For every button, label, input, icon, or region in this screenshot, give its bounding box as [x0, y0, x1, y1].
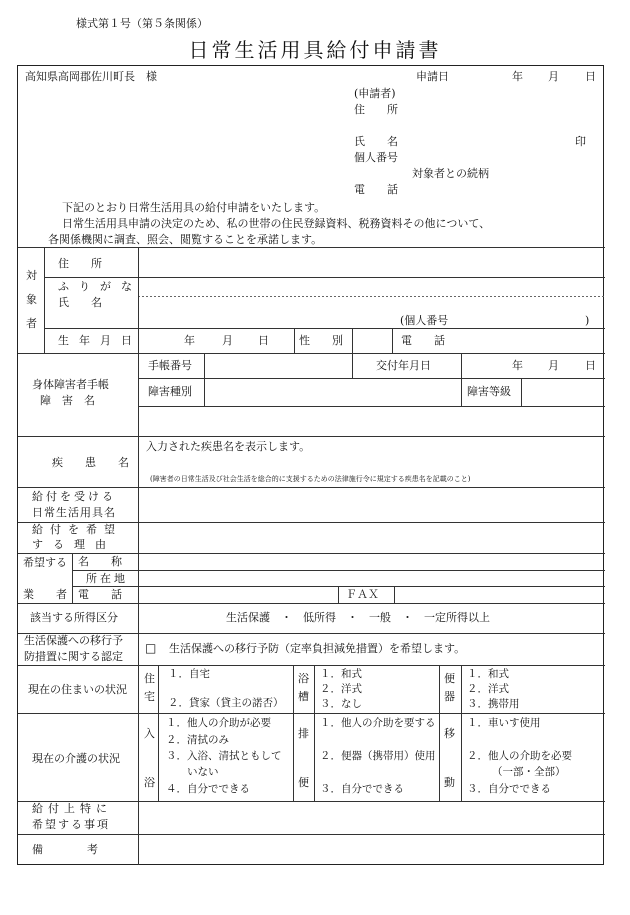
toilet-option-2[interactable]: ２．洋式 — [467, 683, 509, 695]
form-title: 日常生活用具給付申請書 — [188, 38, 442, 62]
disability-grade-label: 障害等級 — [467, 385, 511, 398]
disability-type-label: 障害種別 — [148, 385, 192, 398]
issue-date-day[interactable]: 日 — [585, 359, 596, 372]
toilet-option-3[interactable]: ３．携帯用 — [467, 698, 520, 710]
excretion-option-2[interactable]: ２．便器（携帯用）使用 — [320, 750, 436, 762]
subject-furigana-label: ふりがな — [58, 280, 142, 293]
subject-phone-label: 電 話 — [401, 334, 445, 347]
applicant-label: (申請者) — [354, 87, 396, 100]
excretion-option-1[interactable]: １．他人の介助を要する — [320, 717, 436, 729]
income-options[interactable]: 生活保護 ・ 低所得 ・ 一般 ・ 一定所得以上 — [226, 611, 490, 624]
statement-line-1: 下記のとおり日常生活用具の給付申請をいたします。 — [62, 201, 326, 214]
form-number: 様式第１号（第５条関係） — [76, 17, 208, 30]
toilet-label-1: 便 — [444, 672, 455, 685]
application-date-label: 申請日 — [416, 70, 449, 83]
statement-line-3: 各関係機関に調査、照会、閲覧することを承諾します。 — [48, 233, 323, 246]
application-form — [17, 65, 604, 865]
issue-date-year[interactable]: 年 — [512, 359, 523, 372]
bathing-label-1: 入 — [144, 727, 155, 740]
bathing-option-3-cont: いない — [166, 766, 219, 778]
care-label: 現在の介護の状況 — [32, 752, 120, 765]
housing-label-2: 宅 — [144, 690, 155, 703]
disability-name-label: 障 害 名 — [40, 394, 95, 407]
bath-option-1[interactable]: １．和式 — [320, 668, 362, 680]
applicant-phone-label: 電 話 — [354, 183, 398, 196]
birthdate-day[interactable]: 日 — [258, 334, 269, 347]
mobility-option-2-sub: （一部・全部） — [492, 766, 566, 778]
income-label: 該当する所得区分 — [30, 611, 118, 624]
disease-note: (障害者の日常生活及び社会生活を総合的に支援するための法律施行令に規定する疾患名を記載のこと) — [150, 475, 471, 483]
bathing-option-4[interactable]: ４．自分でできる — [166, 783, 250, 795]
subject-id-number-label: (個人番号 — [400, 314, 449, 327]
subject-address-label: 住 所 — [58, 257, 102, 270]
disease-display-text[interactable]: 入力された疾患名を表示します。 — [146, 440, 311, 453]
housing-label-1: 住 — [144, 672, 155, 685]
transition-checkbox[interactable]: □ — [145, 641, 157, 655]
birthdate-year[interactable]: 年 — [184, 334, 195, 347]
birthdate-month[interactable]: 月 — [222, 334, 233, 347]
excretion-option-3[interactable]: ３．自分でできる — [320, 783, 404, 795]
housing-option-1[interactable]: １．自宅 — [168, 668, 210, 680]
applicant-id-number-label: 個人番号 — [354, 151, 398, 164]
addressee: 高知県高岡郡佐川町長 様 — [25, 70, 157, 83]
application-date-month[interactable]: 月 — [548, 70, 559, 83]
bathing-label-2: 浴 — [144, 776, 155, 789]
bath-label-1: 浴 — [298, 672, 309, 685]
transition-label-1: 生活保護への移行予 — [24, 634, 123, 647]
statement-line-2: 日常生活用具申請の決定のため、私の世帯の住民登録資料、税務資料その他について、 — [62, 217, 491, 230]
toilet-option-1[interactable]: １．和式 — [467, 668, 509, 680]
bath-option-3[interactable]: ３．なし — [320, 698, 362, 710]
handbook-number-label: 手帳番号 — [148, 359, 192, 372]
gender-label: 性 別 — [299, 334, 343, 347]
relation-label: 対象者との続柄 — [412, 167, 489, 180]
vendor-label-1: 希望する — [23, 556, 67, 569]
subject-id-number-close: ) — [585, 314, 590, 327]
bath-option-2[interactable]: ２．洋式 — [320, 683, 362, 695]
reason-label-1: 給付を希望 — [32, 523, 122, 536]
issue-date-label: 交付年月日 — [376, 359, 431, 372]
handbook-label: 身体障害者手帳 — [32, 378, 109, 391]
bathing-option-1[interactable]: １．他人の介助が必要 — [166, 717, 271, 729]
vendor-name-label: 名 称 — [78, 555, 122, 568]
special-request-label-2: 希望する事項 — [32, 818, 110, 831]
mobility-option-2[interactable]: ２．他人の介助を必要 — [467, 750, 572, 762]
transition-text: 生活保護への移行予防（定率負担減免措置）を希望します。 — [169, 642, 466, 655]
reason-label-2: する理由 — [32, 538, 116, 551]
vendor-location-label: 所在地 — [86, 572, 128, 585]
transition-label-2: 防措置に関する認定 — [24, 650, 123, 663]
vendor-fax-label: ＦＡＸ — [346, 588, 379, 601]
birthdate-label: 生年月日 — [58, 334, 142, 347]
supply-name-label-2: 日常生活用具名 — [32, 506, 116, 519]
subject-name-label: 氏 名 — [58, 296, 102, 309]
mobility-option-3[interactable]: ３．自分でできる — [467, 783, 551, 795]
bathing-option-3[interactable]: ３．入浴、清拭ともして — [166, 750, 282, 762]
toilet-label-2: 器 — [444, 690, 455, 703]
housing-option-2[interactable]: ２．貸家（貸主の諾否） — [168, 697, 284, 709]
mobility-label-1: 移 — [444, 727, 455, 740]
subject-label-3: 者 — [26, 317, 37, 330]
vendor-label-2: 業 者 — [23, 588, 67, 601]
bath-label-2: 槽 — [298, 690, 309, 703]
applicant-name-label: 氏 名 — [354, 135, 398, 148]
subject-label-2: 象 — [26, 293, 37, 306]
mobility-label-2: 動 — [444, 776, 455, 789]
residence-label: 現在の住まいの状況 — [28, 683, 127, 696]
special-request-label-1: 給付上特に — [32, 802, 112, 815]
mobility-option-1[interactable]: １．車いす使用 — [467, 717, 541, 729]
applicant-address-label: 住 所 — [354, 103, 398, 116]
subject-label-1: 対 — [26, 269, 37, 282]
remarks-label: 備 考 — [32, 843, 98, 856]
excretion-label-1: 排 — [298, 727, 309, 740]
vendor-phone-label: 電 話 — [78, 588, 122, 601]
application-date-year[interactable]: 年 — [512, 70, 523, 83]
application-date-day[interactable]: 日 — [585, 70, 596, 83]
seal-mark: 印 — [575, 135, 586, 148]
bathing-option-2[interactable]: ２．清拭のみ — [166, 734, 229, 746]
supply-name-label-1: 給付を受ける — [32, 490, 116, 503]
issue-date-month[interactable]: 月 — [548, 359, 559, 372]
disease-label: 疾 患 名 — [52, 456, 129, 469]
excretion-label-2: 便 — [298, 776, 309, 789]
